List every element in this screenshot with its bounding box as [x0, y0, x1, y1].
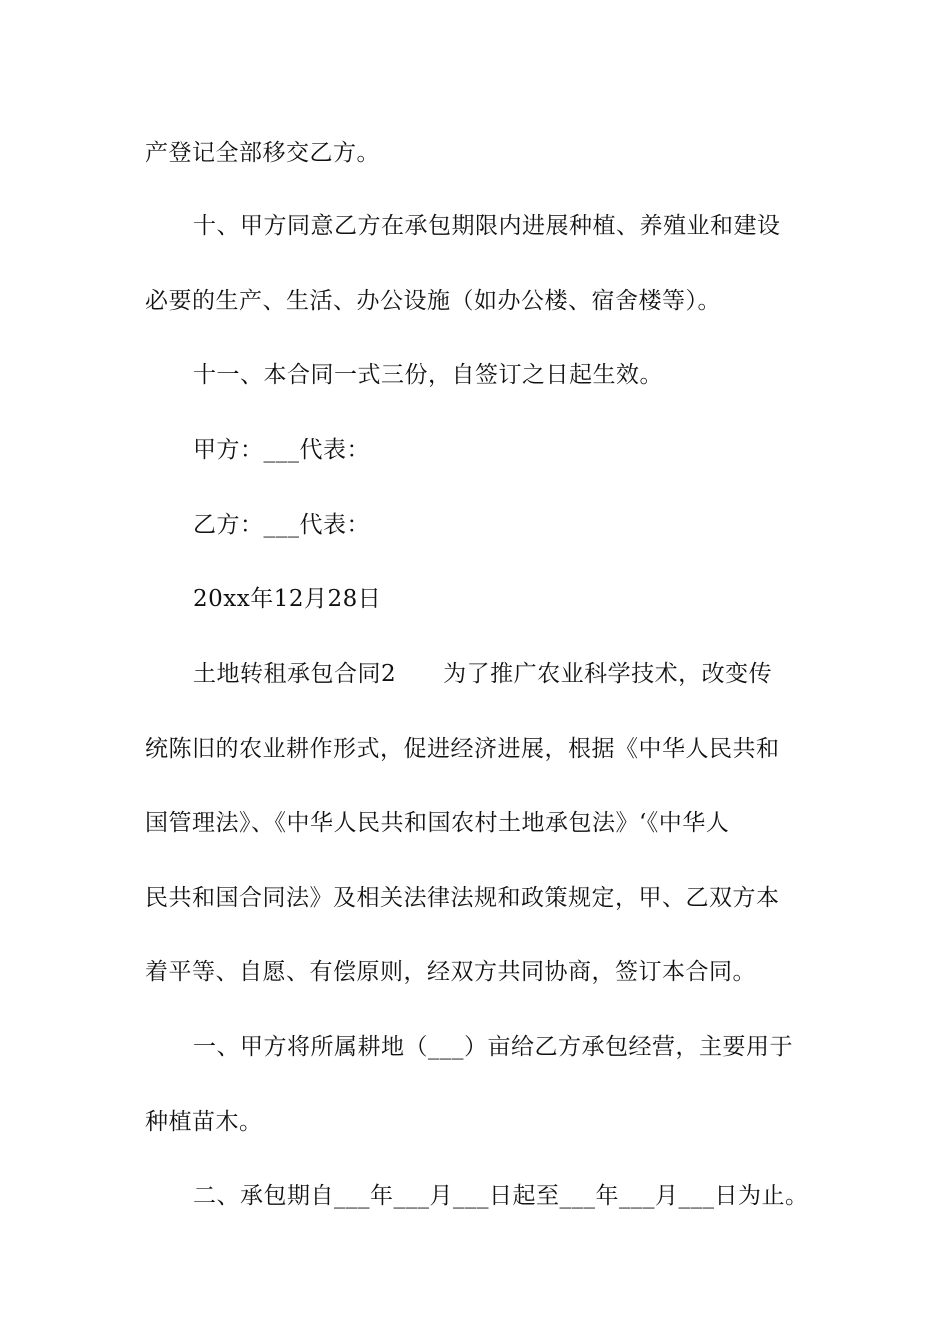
contract-2-intro-line-3: 国管理法》、《中华人民共和国农村土地承包法》‘《中华人 [145, 810, 730, 836]
contract-date: 20xx年12月28日 [193, 586, 382, 612]
contract-2-intro-line-1: 土地转租承包合同2 为了推广农业科学技术，改变传 [193, 661, 773, 687]
clause-eleven: 十一、本合同一式三份，自签订之日起生效。 [193, 362, 663, 388]
clause-two: 二、承包期自___年___月___日起至___年___月___日为止。 [193, 1183, 809, 1209]
clause-one-line-1: 一、甲方将所属耕地（___）亩给乙方承包经营，主要用于 [193, 1034, 793, 1060]
paragraph-line-1: 产登记全部移交乙方。 [145, 140, 380, 166]
contract-2-intro-line-5: 着平等、自愿、有偿原则，经双方共同协商，签订本合同。 [145, 959, 756, 985]
clause-ten-line-2: 必要的生产、生活、办公设施（如办公楼、宿舍楼等）。 [145, 288, 721, 314]
contract-2-intro-line-4: 民共和国合同法》及相关法律法规和政策规定，甲、乙双方本 [145, 885, 780, 911]
clause-ten-line-1: 十、甲方同意乙方在承包期限内进展种植、养殖业和建设 [193, 213, 781, 239]
party-b-signature: 乙方：___代表： [193, 512, 370, 538]
party-a-signature: 甲方：___代表： [193, 437, 370, 463]
contract-2-intro-line-2: 统陈旧的农业耕作形式，促进经济进展，根据《中华人民共和 [145, 736, 780, 762]
clause-one-line-2: 种植苗木。 [145, 1109, 263, 1135]
